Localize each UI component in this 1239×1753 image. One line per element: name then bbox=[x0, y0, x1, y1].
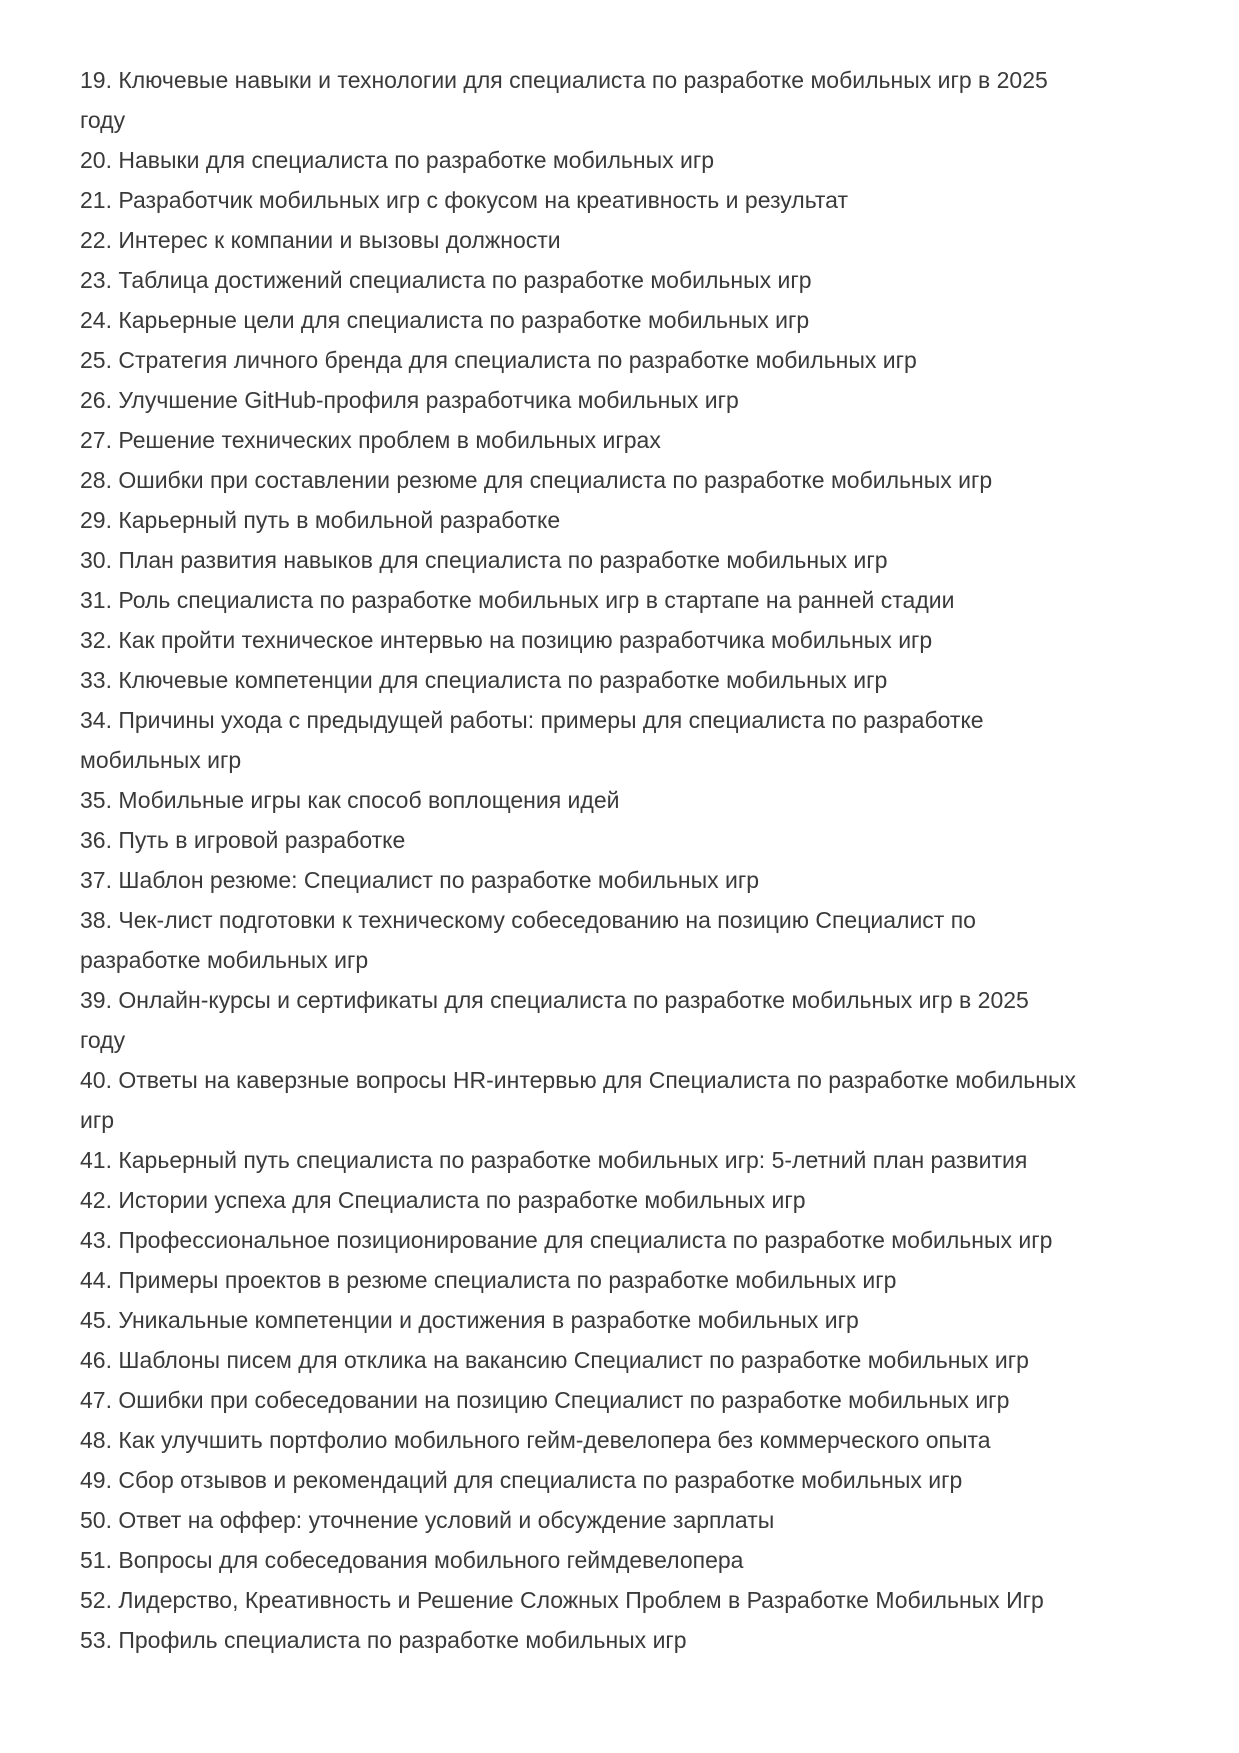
list-item bbox=[80, 860, 1164, 900]
list-item bbox=[80, 820, 1164, 860]
list-item-line: 47. Ошибки при собеседовании на позицию Специалист по разработке мобильных игр bbox=[80, 1387, 1010, 1413]
list-item-line: 25. Стратегия личного бренда для специалиста по разработке мобильных игр bbox=[80, 347, 917, 373]
list-item-line: 37. Шаблон резюме: Специалист по разработке мобильных игр bbox=[80, 867, 760, 893]
list-item bbox=[80, 180, 1164, 220]
list-item bbox=[80, 1220, 1164, 1260]
list-item-line: 26. Улучшение GitHub-профиля разработчика мобильных игр bbox=[80, 387, 739, 413]
list-item-line: 34. Причины ухода с предыдущей работы: примеры для специалиста по разработке bbox=[80, 707, 984, 733]
list-item bbox=[80, 1580, 1164, 1620]
list-item bbox=[80, 580, 1164, 620]
list-item-line: 50. Ответ на оффер: уточнение условий и обсуждение зарплаты bbox=[80, 1507, 775, 1533]
list-item-line: 19. Ключевые навыки и технологии для специалиста по разработке мобильных игр в 2025 bbox=[80, 67, 1048, 93]
list-item bbox=[80, 300, 1164, 340]
list-item-line: мобильных игр bbox=[80, 747, 242, 773]
list-item-line: 24. Карьерные цели для специалиста по разработке мобильных игр bbox=[80, 307, 810, 333]
list-item bbox=[80, 660, 1164, 700]
list-item-line: 21. Разработчик мобильных игр с фокусом на креативность и результат bbox=[80, 187, 848, 213]
list-item-line: 33. Ключевые компетенции для специалиста по разработке мобильных игр bbox=[80, 667, 888, 693]
list-item-line: 36. Путь в игровой разработке bbox=[80, 827, 406, 853]
list-item bbox=[80, 1420, 1164, 1460]
list-item bbox=[80, 540, 1164, 580]
list-item bbox=[80, 900, 1164, 980]
list-item bbox=[80, 420, 1164, 460]
list-item-line: 27. Решение технических проблем в мобильных играх bbox=[80, 427, 661, 453]
list-item-line: 39. Онлайн-курсы и сертификаты для специалиста по разработке мобильных игр в 2025 bbox=[80, 987, 1029, 1013]
list-item-line: 49. Сбор отзывов и рекомендаций для специалиста по разработке мобильных игр bbox=[80, 1467, 963, 1493]
list-item-line: 31. Роль специалиста по разработке мобильных игр в стартапе на ранней стадии bbox=[80, 587, 955, 613]
list-item-line: 41. Карьерный путь специалиста по разработке мобильных игр: 5-летний план развития bbox=[80, 1147, 1028, 1173]
list-item-line: 45. Уникальные компетенции и достижения в разработке мобильных игр bbox=[80, 1307, 859, 1333]
list-item bbox=[80, 620, 1164, 660]
list-item-line: 40. Ответы на каверзные вопросы HR-интервью для Специалиста по разработке мобильных bbox=[80, 1067, 1076, 1093]
list-item bbox=[80, 1260, 1164, 1300]
list-item bbox=[80, 140, 1164, 180]
list-item-line: 48. Как улучшить портфолио мобильного гейм-девелопера без коммерческого опыта bbox=[80, 1427, 991, 1453]
list-item-line: 53. Профиль специалиста по разработке мобильных игр bbox=[80, 1627, 687, 1653]
list-item-line: 38. Чек-лист подготовки к техническому собеседованию на позицию Специалист по bbox=[80, 907, 976, 933]
list-item-line: году bbox=[80, 1027, 126, 1053]
list-item bbox=[80, 1060, 1164, 1140]
list-item-line: 46. Шаблоны писем для отклика на вакансию Специалист по разработке мобильных игр bbox=[80, 1347, 1029, 1373]
list-item-line: 43. Профессиональное позиционирование для специалиста по разработке мобильных игр bbox=[80, 1227, 1053, 1253]
list-item bbox=[80, 340, 1164, 380]
list-item-line: 51. Вопросы для собеседования мобильного геймдевелопера bbox=[80, 1547, 744, 1573]
list-item-line: разработке мобильных игр bbox=[80, 947, 369, 973]
list-item bbox=[80, 60, 1164, 140]
list-item bbox=[80, 220, 1164, 260]
list-item bbox=[80, 780, 1164, 820]
list-item-line: игр bbox=[80, 1107, 115, 1133]
list-item-line: 32. Как пройти техническое интервью на позицию разработчика мобильных игр bbox=[80, 627, 933, 653]
list-item-line: 44. Примеры проектов в резюме специалиста по разработке мобильных игр bbox=[80, 1267, 897, 1293]
list-item bbox=[80, 500, 1164, 540]
list-item bbox=[80, 1180, 1164, 1220]
list-item bbox=[80, 1340, 1164, 1380]
list-item-line: 42. Истории успеха для Специалиста по разработке мобильных игр bbox=[80, 1187, 806, 1213]
list-item bbox=[80, 460, 1164, 500]
list-item-line: 29. Карьерный путь в мобильной разработке bbox=[80, 507, 561, 533]
list-item-line: 20. Навыки для специалиста по разработке мобильных игр bbox=[80, 147, 715, 173]
list-item bbox=[80, 1500, 1164, 1540]
list-item bbox=[80, 1140, 1164, 1180]
list-item-line: 52. Лидерство, Креативность и Решение Сложных Проблем в Разработке Мобильных Игр bbox=[80, 1587, 1044, 1613]
list-item bbox=[80, 980, 1164, 1060]
list-item-line: 28. Ошибки при составлении резюме для специалиста по разработке мобильных игр bbox=[80, 467, 993, 493]
list-item bbox=[80, 700, 1164, 780]
list-item bbox=[80, 1380, 1164, 1420]
list-item-line: 22. Интерес к компании и вызовы должности bbox=[80, 227, 561, 253]
list-item bbox=[80, 1460, 1164, 1500]
list-item bbox=[80, 1540, 1164, 1580]
list-item-line: 23. Таблица достижений специалиста по разработке мобильных игр bbox=[80, 267, 812, 293]
list-item-line: 30. План развития навыков для специалиста по разработке мобильных игр bbox=[80, 547, 888, 573]
list-item-line: 35. Мобильные игры как способ воплощения идей bbox=[80, 787, 620, 813]
list-item-line: году bbox=[80, 107, 126, 133]
list-item bbox=[80, 380, 1164, 420]
list-item bbox=[80, 1620, 1164, 1660]
list-item bbox=[80, 1300, 1164, 1340]
list-item bbox=[80, 260, 1164, 300]
